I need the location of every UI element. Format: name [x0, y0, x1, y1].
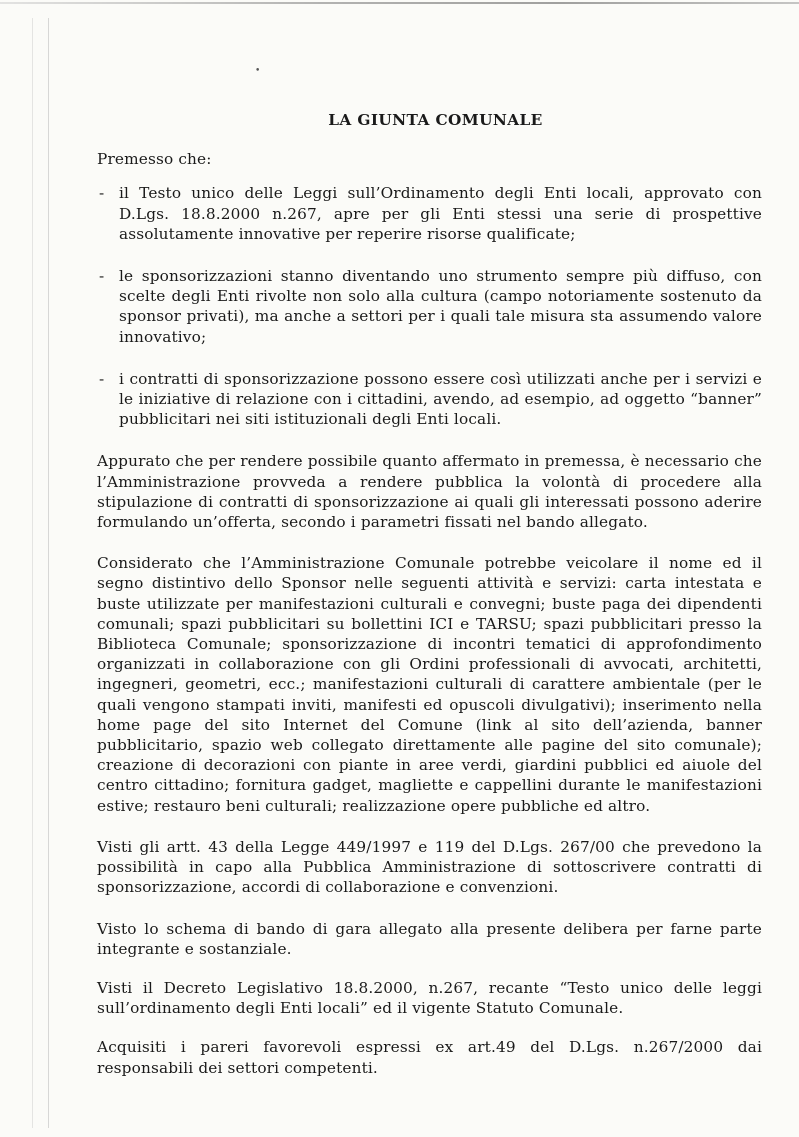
premesso-label: Premesso che:: [97, 150, 212, 169]
premise-item: - il Testo unico delle Leggi sull’Ordinamento degli Enti locali, approvato con D.Lgs. 18.8.2000 n.267, apre per gli Enti stessi una serie di prospettive assolutamente innovative per reperire risorse qualificate;: [97, 183, 762, 244]
scan-speck: •: [255, 66, 261, 76]
document-body: [97, 110, 762, 1099]
scan-margin-line: [48, 18, 49, 1128]
scan-edge: [0, 2, 799, 4]
paragraph-visti-artt: Visti gli artt. 43 della Legge 449/1997 e 119 del D.Lgs. 267/00 che prevedono la possibilità in capo alla Pubblica Amministrazione di sottoscrivere contratti di sponsorizzazione, accordi di collaborazione e convenzioni.: [97, 837, 762, 897]
paragraph-visto-schema: Visto lo schema di bando di gara allegato alla presente delibera per farne parte integrante e sostanziale.: [97, 919, 762, 958]
scan-margin-line: [32, 18, 33, 1128]
premise-item: - i contratti di sponsorizzazione possono essere così utilizzati anche per i servizi e le iniziative di relazione con i cittadini, avendo, ad esempio, ad oggetto “banner” pubblicitari nei siti istituzionali degli Enti locali.: [97, 369, 762, 430]
document-heading: LA GIUNTA COMUNALE: [328, 111, 543, 129]
paragraph-appurato: Appurato che per rendere possibile quanto affermato in premessa, è necessario che l’Amministrazione provveda a rendere pubblica la volontà di procedere alla stipulazione di contratti di sponsorizzazione ai quali gli interessati possono aderire formulando un’offerta, secondo i parametri fissati nel bando allegato.: [97, 452, 762, 532]
premise-item: - le sponsorizzazioni stanno diventando uno strumento sempre più diffuso, con scelte degli Enti rivolte non solo alla cultura (campo notoriamente sostenuto da sponsor privati), ma anche a settori per i quali tale misura sta assumendo valore innovativo;: [97, 266, 762, 347]
paragraph-visti-decreto: Visti il Decreto Legislativo 18.8.2000, n.267, recante “Testo unico delle leggi sull’ordinamento degli Enti locali” ed il vigente Statuto Comunale.: [97, 978, 762, 1018]
paragraph-considerato: Considerato che l’Amministrazione Comunale potrebbe veicolare il nome ed il segno distintivo dello Sponsor nelle seguenti attività e servizi: carta intestata e buste utilizzate per manifestazioni culturali e convegni; buste paga dei dipendenti comunali; spazi pubblicitari su bollettini ICI e TARSU; spazi pubblicitari presso la Biblioteca Comunale; sponsorizzazione di incontri tematici di approfondimento organizzati in collaborazione con gli Ordini professionali di avvocati, architetti, ingegneri, geometri, ecc.; manifestazioni culturali di carattere ambientale (per le quali vengono stampati inviti, manifesti ed opuscoli divulgativi); inserimento nella home page del sito Internet del Comune (link al sito dell’azienda, banner pubblicitario, spazio web collegato direttamente alle pagine del sito comunale); creazione di decorazioni con piante in aree verdi, giardini pubblici ed aiuole del centro cittadino; fornitura gadget, magliette e cappellini durante le manifestazioni estive; restauro beni culturali; realizzazione opere pubbliche ed altro.: [97, 554, 762, 815]
paragraph-acquisiti: Acquisiti i pareri favorevoli espressi ex art.49 del D.Lgs. n.267/2000 dai responsabili dei settori competenti.: [97, 1038, 762, 1077]
premises-list: [97, 183, 762, 429]
